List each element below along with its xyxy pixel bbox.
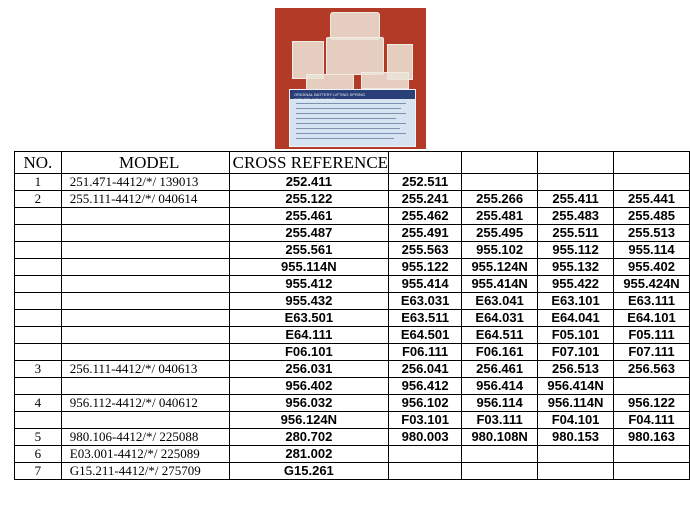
- row-model: [61, 412, 229, 429]
- row-number: 5: [15, 429, 62, 446]
- cross-reference-cell: 255.461: [229, 208, 388, 225]
- table-row: [15, 429, 690, 446]
- cross-reference-cell: F03.111: [462, 412, 538, 429]
- cross-reference-cell: [614, 463, 690, 480]
- cross-reference-cell: 252.511: [389, 174, 462, 191]
- table-row: [15, 344, 690, 361]
- table-row: [15, 310, 690, 327]
- cross-reference-cell: 980.153: [538, 429, 614, 446]
- cross-reference-cell: E64.101: [614, 310, 690, 327]
- cross-reference-cell: E63.511: [389, 310, 462, 327]
- row-number: 3: [15, 361, 62, 378]
- row-number: [15, 259, 62, 276]
- cross-reference-cell: F03.101: [389, 412, 462, 429]
- cross-reference-cell: 255.462: [389, 208, 462, 225]
- cross-reference-cell: [462, 463, 538, 480]
- table-row: [15, 242, 690, 259]
- cross-reference-cell: [462, 446, 538, 463]
- cross-reference-cell: 956.402: [229, 378, 388, 395]
- cross-reference-cell: 956.114: [462, 395, 538, 412]
- table-row: [15, 395, 690, 412]
- cross-reference-cell: 955.414: [389, 276, 462, 293]
- cross-reference-cell: E63.031: [389, 293, 462, 310]
- small-case-top: [330, 12, 380, 40]
- cross-reference-cell: [538, 174, 614, 191]
- cross-reference-cell: E64.511: [462, 327, 538, 344]
- cross-reference-cell: 255.495: [462, 225, 538, 242]
- header-empty-cell: [462, 152, 538, 174]
- cross-reference-cell: E64.041: [538, 310, 614, 327]
- row-number: 2: [15, 191, 62, 208]
- cross-reference-cell: 956.122: [614, 395, 690, 412]
- cross-reference-cell: E63.111: [614, 293, 690, 310]
- cross-reference-cell: 255.441: [614, 191, 690, 208]
- cross-reference-cell: 255.561: [229, 242, 388, 259]
- cross-reference-cell: 955.124N: [462, 259, 538, 276]
- cross-reference-cell: F06.101: [229, 344, 388, 361]
- cross-reference-cell: 280.702: [229, 429, 388, 446]
- row-model: 251.471-4412/*/ 139013: [61, 174, 229, 191]
- table-row: [15, 225, 690, 242]
- cross-reference-table: [14, 151, 690, 480]
- table-row: [15, 446, 690, 463]
- cross-reference-cell: 955.114: [614, 242, 690, 259]
- table-row: [15, 463, 690, 480]
- card-title-line1: ORIGINAL BATTERY LIFTING SPRING: [294, 92, 365, 97]
- row-model: G15.211-4412/*/ 275709: [61, 463, 229, 480]
- cross-reference-cell: 955.422: [538, 276, 614, 293]
- cross-reference-cell: 255.513: [614, 225, 690, 242]
- row-number: 6: [15, 446, 62, 463]
- cross-reference-cell: 255.266: [462, 191, 538, 208]
- row-model: [61, 310, 229, 327]
- cross-reference-cell: 255.485: [614, 208, 690, 225]
- cross-reference-cell: 956.414: [462, 378, 538, 395]
- cross-reference-cell: 255.511: [538, 225, 614, 242]
- row-number: [15, 242, 62, 259]
- reference-card: [289, 89, 416, 147]
- cross-reference-cell: [389, 463, 462, 480]
- table-row: [15, 412, 690, 429]
- cross-reference-cell: [389, 446, 462, 463]
- cross-reference-cell: 255.487: [229, 225, 388, 242]
- row-model: [61, 378, 229, 395]
- cross-reference-cell: 955.424N: [614, 276, 690, 293]
- row-model: [61, 208, 229, 225]
- cross-reference-cell: F04.101: [538, 412, 614, 429]
- cross-reference-cell: 955.432: [229, 293, 388, 310]
- row-model: 980.106-4412/*/ 225088: [61, 429, 229, 446]
- cross-reference-cell: 255.483: [538, 208, 614, 225]
- header-empty-cell: [389, 152, 462, 174]
- cross-reference-cell: F05.111: [614, 327, 690, 344]
- bottom-case-right: [361, 72, 409, 89]
- row-number: 1: [15, 174, 62, 191]
- row-number: [15, 344, 62, 361]
- row-number: [15, 293, 62, 310]
- cross-reference-cell: 955.114N: [229, 259, 388, 276]
- row-number: [15, 378, 62, 395]
- cross-reference-cell: 980.003: [389, 429, 462, 446]
- row-model: [61, 327, 229, 344]
- large-case: [326, 37, 384, 75]
- row-number: 4: [15, 395, 62, 412]
- cross-reference-cell: [614, 174, 690, 191]
- cross-reference-cell: E63.501: [229, 310, 388, 327]
- cross-reference-cell: 956.124N: [229, 412, 388, 429]
- row-model: [61, 259, 229, 276]
- cross-reference-cell: F06.161: [462, 344, 538, 361]
- table-row: [15, 174, 690, 191]
- row-number: [15, 412, 62, 429]
- row-number: [15, 310, 62, 327]
- cross-reference-cell: 955.112: [538, 242, 614, 259]
- table-row: [15, 293, 690, 310]
- cross-reference-cell: 980.108N: [462, 429, 538, 446]
- table-row: [15, 208, 690, 225]
- cross-reference-cell: 955.402: [614, 259, 690, 276]
- cross-reference-cell: [538, 446, 614, 463]
- cross-reference-cell: F06.111: [389, 344, 462, 361]
- cross-reference-cell: 956.032: [229, 395, 388, 412]
- row-model: 255.111-4412/*/ 040614: [61, 191, 229, 208]
- cross-reference-cell: 255.241: [389, 191, 462, 208]
- cross-reference-cell: 256.031: [229, 361, 388, 378]
- table-row: [15, 259, 690, 276]
- row-model: [61, 276, 229, 293]
- table-row: [15, 378, 690, 395]
- row-model: 956.112-4412/*/ 040612: [61, 395, 229, 412]
- row-model: [61, 344, 229, 361]
- product-photo: [275, 8, 426, 149]
- row-number: [15, 208, 62, 225]
- card-title: [294, 92, 426, 102]
- cross-reference-cell: 955.412: [229, 276, 388, 293]
- cross-reference-cell: F04.111: [614, 412, 690, 429]
- header-no: NO.: [15, 152, 62, 174]
- row-number: 7: [15, 463, 62, 480]
- cross-reference-cell: 256.563: [614, 361, 690, 378]
- card-title-line2: FOR ETA MOVEMENT: [294, 97, 336, 102]
- cross-reference-cell: E63.041: [462, 293, 538, 310]
- row-model: [61, 293, 229, 310]
- cross-reference-cell: 256.461: [462, 361, 538, 378]
- cross-reference-cell: 955.102: [462, 242, 538, 259]
- header-model: MODEL: [61, 152, 229, 174]
- cross-reference-cell: F07.111: [614, 344, 690, 361]
- cross-reference-cell: 255.481: [462, 208, 538, 225]
- cross-reference-cell: [614, 446, 690, 463]
- cross-reference-cell: G15.261: [229, 463, 388, 480]
- table-row: [15, 327, 690, 344]
- cross-reference-cell: E64.031: [462, 310, 538, 327]
- row-number: [15, 327, 62, 344]
- cross-reference-cell: 281.002: [229, 446, 388, 463]
- table-row: [15, 191, 690, 208]
- cross-reference-cell: 255.491: [389, 225, 462, 242]
- cross-reference-cell: 255.411: [538, 191, 614, 208]
- cross-reference-cell: 955.414N: [462, 276, 538, 293]
- cross-reference-cell: 956.414N: [538, 378, 614, 395]
- cross-reference-cell: 256.513: [538, 361, 614, 378]
- cross-reference-cell: 955.122: [389, 259, 462, 276]
- table-header-row: [15, 152, 690, 174]
- header-empty-cell: [538, 152, 614, 174]
- row-model: [61, 242, 229, 259]
- cross-reference-cell: 956.412: [389, 378, 462, 395]
- row-number: [15, 276, 62, 293]
- header-cross-reference: CROSS REFERENCE: [229, 152, 388, 174]
- row-number: [15, 225, 62, 242]
- table-row: [15, 361, 690, 378]
- cross-reference-cell: [614, 378, 690, 395]
- cross-reference-cell: F07.101: [538, 344, 614, 361]
- table-row: [15, 276, 690, 293]
- row-model: E03.001-4412/*/ 225089: [61, 446, 229, 463]
- cross-reference-cell: [538, 463, 614, 480]
- cross-reference-cell: 255.122: [229, 191, 388, 208]
- cross-reference-cell: E64.501: [389, 327, 462, 344]
- cross-reference-cell: E64.111: [229, 327, 388, 344]
- cross-reference-cell: 256.041: [389, 361, 462, 378]
- cross-reference-cell: 956.102: [389, 395, 462, 412]
- row-model: [61, 225, 229, 242]
- cross-reference-cell: F05.101: [538, 327, 614, 344]
- cross-reference-cell: 252.411: [229, 174, 388, 191]
- cross-reference-cell: 956.114N: [538, 395, 614, 412]
- header-empty-cell: [614, 152, 690, 174]
- row-model: 256.111-4412/*/ 040613: [61, 361, 229, 378]
- cross-reference-cell: 980.163: [614, 429, 690, 446]
- cross-reference-cell: 255.563: [389, 242, 462, 259]
- cross-reference-cell: 955.132: [538, 259, 614, 276]
- cross-reference-cell: E63.101: [538, 293, 614, 310]
- cross-reference-cell: [462, 174, 538, 191]
